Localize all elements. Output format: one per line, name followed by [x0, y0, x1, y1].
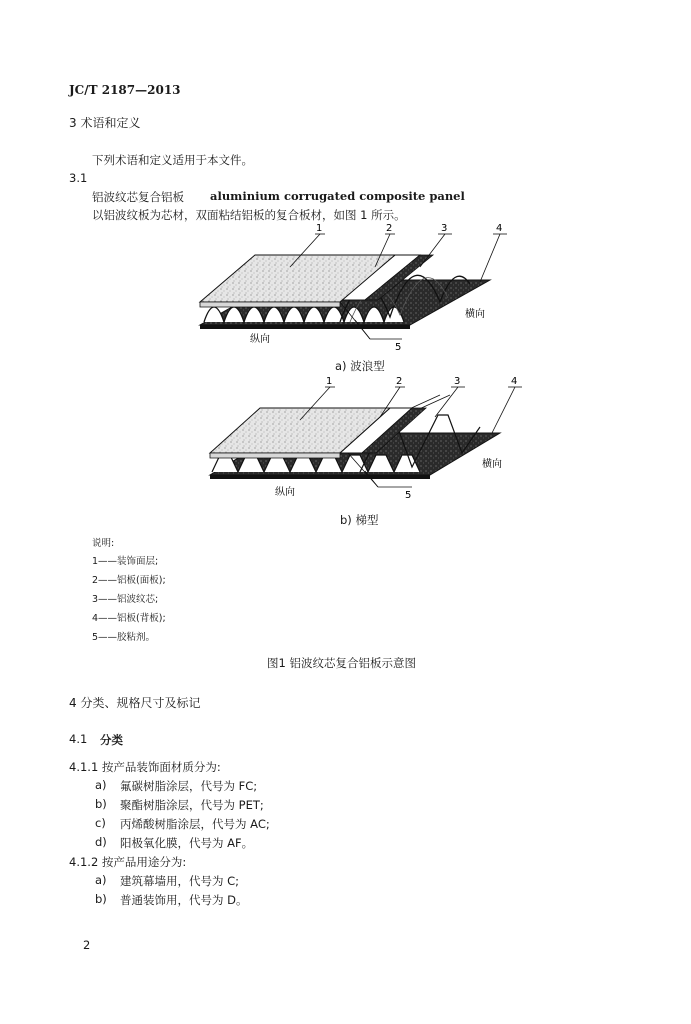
list-item-mark: c): [95, 816, 106, 830]
list-item: 丙烯酸树脂涂层，代号为 AC;: [120, 817, 270, 831]
legend-item: 2——铝板(面板);: [92, 575, 166, 586]
legend-item: 3——铝波纹芯;: [92, 594, 159, 605]
figure-a-transverse: 横向: [465, 309, 485, 320]
legend-item: 4——铝板(背板);: [92, 613, 166, 624]
figure-b-label-3: 3: [454, 376, 461, 387]
list-item: 普通装饰用，代号为 D。: [120, 893, 248, 907]
clause-3-1-number: 3.1: [69, 171, 88, 185]
legend-item: 1——装饰面层;: [92, 556, 159, 567]
list-item-mark: d): [95, 835, 107, 849]
term-english: aluminium corrugated composite panel: [210, 189, 465, 203]
clause-4-1-1: 4.1.1 按产品装饰面材质分为:: [69, 760, 221, 774]
figure-caption: 图1 铝波纹芯复合铝板示意图: [267, 656, 416, 670]
figure-a-wave-type: [190, 222, 520, 360]
section-3-intro: 下列术语和定义适用于本文件。: [92, 153, 253, 167]
figure-a-caption: a) 波浪型: [335, 359, 385, 373]
document-code: JC/T 2187—2013: [69, 83, 181, 97]
legend-item: 5——胶粘剂。: [92, 632, 156, 643]
figure-a-longitudinal: 纵向: [250, 334, 270, 345]
figure-b-transverse: 横向: [482, 459, 502, 470]
list-item-mark: b): [95, 797, 107, 811]
list-item-mark: b): [95, 892, 107, 906]
list-item: 阳极氧化膜，代号为 AF。: [120, 836, 254, 850]
figure-b-label-4: 4: [511, 376, 518, 387]
figure-a-label-1: 1: [316, 223, 323, 234]
section-3-heading: 3 术语和定义: [69, 116, 141, 130]
figure-a-label-3: 3: [441, 223, 448, 234]
figure-b-label-1: 1: [326, 376, 333, 387]
list-item-mark: a): [95, 873, 107, 887]
figure-b-label-2: 2: [396, 376, 403, 387]
list-item-mark: a): [95, 778, 107, 792]
figure-a-label-2: 2: [386, 223, 393, 234]
figure-b-longitudinal: 纵向: [275, 487, 295, 498]
clause-4-1-number: 4.1: [69, 732, 88, 746]
figure-b-label-5: 5: [405, 490, 412, 501]
term-definition: 以铝波纹板为芯材，双面粘结铝板的复合板材，如图 1 所示。: [92, 208, 406, 222]
figure-a-label-4: 4: [496, 223, 503, 234]
list-item: 聚酯树脂涂层，代号为 PET;: [120, 798, 264, 812]
figure-b-trapezoid-type: [200, 375, 530, 505]
legend-title: 说明:: [92, 538, 115, 549]
figure-a-label-5: 5: [395, 342, 402, 353]
term-chinese: 铝波纹芯复合铝板: [92, 190, 184, 204]
list-item: 建筑幕墙用，代号为 C;: [120, 874, 240, 888]
page-number: 2: [83, 938, 91, 952]
section-4-heading: 4 分类、规格尺寸及标记: [69, 696, 201, 710]
figure-b-caption: b) 梯型: [340, 513, 379, 527]
list-item: 氟碳树脂涂层，代号为 FC;: [120, 779, 258, 793]
clause-4-1-2: 4.1.2 按产品用途分为:: [69, 855, 187, 869]
clause-4-1-title: 分类: [100, 733, 123, 747]
